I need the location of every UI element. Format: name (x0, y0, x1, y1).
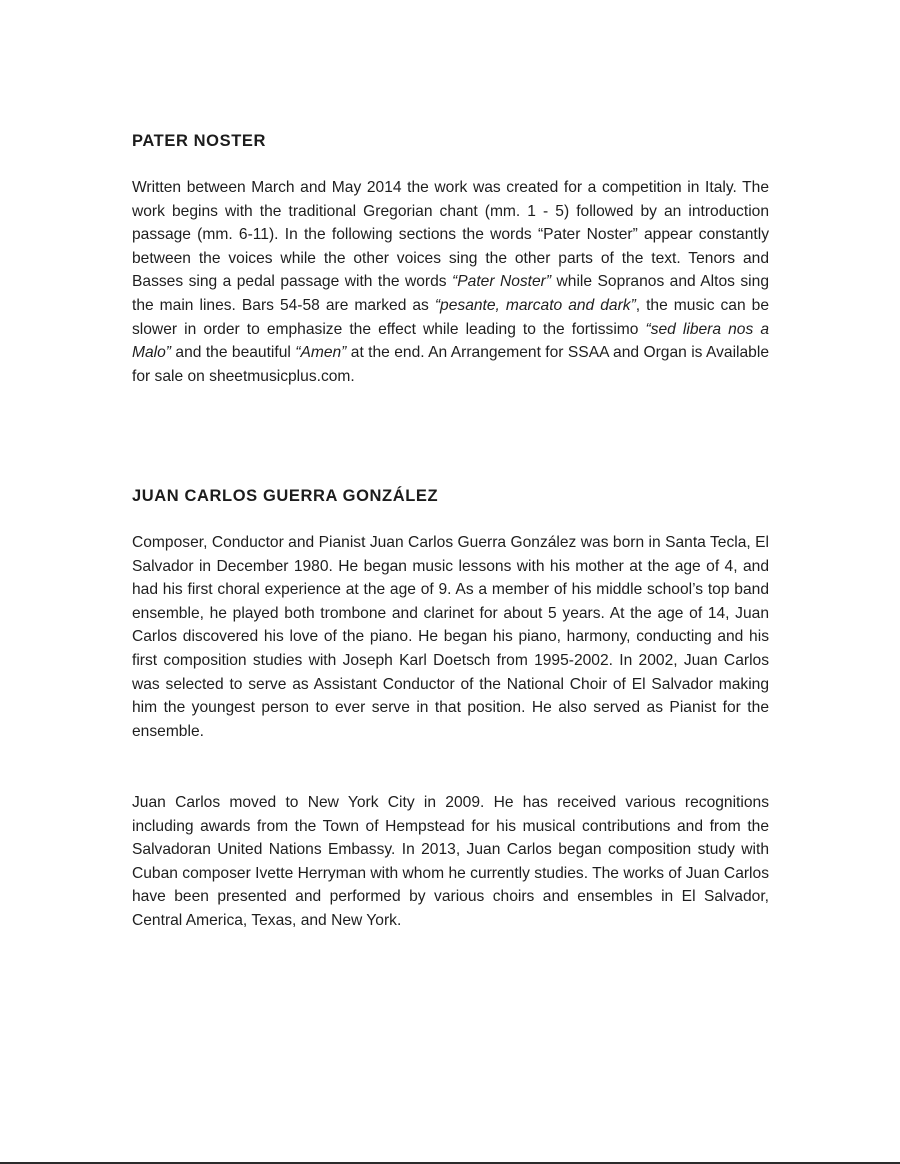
text-segment: and the beautiful (171, 344, 296, 362)
text-segment: Written between March and May 2014 the work was created for a competition in Italy. The work begins with the traditional Gregorian chant (mm. 1 - 5) followed by an introduction passage (mm. 6-11). In the following sections the words “Pater Noster” appear constantly between the voices while the other voices sing the other parts of the text. Tenors and Basses sing a pedal passage with the words (132, 179, 769, 291)
text-segment: Composer, Conductor and Pianist Juan Carlos Guerra González was born in Santa Tecla, El Salvador in December 1980. He began music lessons with his mother at the age of 4, and had his first choral experience at the age of 9. As a member of his middle school’s top band ensemble, he played both trombone and clarinet for about 5 years. At the age of 14, Juan Carlos discovered his love of the piano. He began his piano, harmony, conducting and his first composition studies with Joseph Karl Doetsch from 1995-2002. In 2002, Juan Carlos was selected to serve as Assistant Conductor of the National Choir of El Salvador making him the youngest person to ever serve in that position. He also served as Pianist for the ensemble. (132, 534, 769, 740)
italic-quote: “pesante, marcato and dark” (434, 296, 636, 314)
italic-quote: “Pater Noster” (452, 273, 552, 291)
text-segment: while Sopranos and Altos sing the main lines. Bars 54-58 are marked as (132, 273, 769, 314)
composer-bio-paragraph-1 (132, 531, 769, 743)
composer-bio-paragraph-2 (132, 791, 769, 933)
pater-noster-description (132, 176, 769, 388)
italic-quote: “Amen” (295, 344, 347, 362)
text-segment: Juan Carlos moved to New York City in 2009. He has received various recognitions including awards from the Town of Hempstead for his musical contributions and from the Salvadoran United Nations Embassy. In 2013, Juan Carlos began composition study with Cuban composer Ivette Herryman with whom he currently studies. The works of Juan Carlos have been presented and performed by various choirs and ensembles in El Salvador, Central America, Texas, and New York. (132, 794, 769, 929)
section-title-pater-noster: PATER NOSTER (132, 132, 267, 150)
italic-quote: “sed libera nos a Malo” (132, 320, 769, 362)
text-segment: at the end. An Arrangement for SSAA and Organ is Available for sale on sheetmusicplus.com. (132, 344, 769, 385)
section-title-composer-bio: JUAN CARLOS GUERRA GONZÁLEZ (132, 487, 439, 505)
text-segment: , the music can be slower in order to emphasize the effect while leading to the fortissimo (132, 296, 769, 338)
